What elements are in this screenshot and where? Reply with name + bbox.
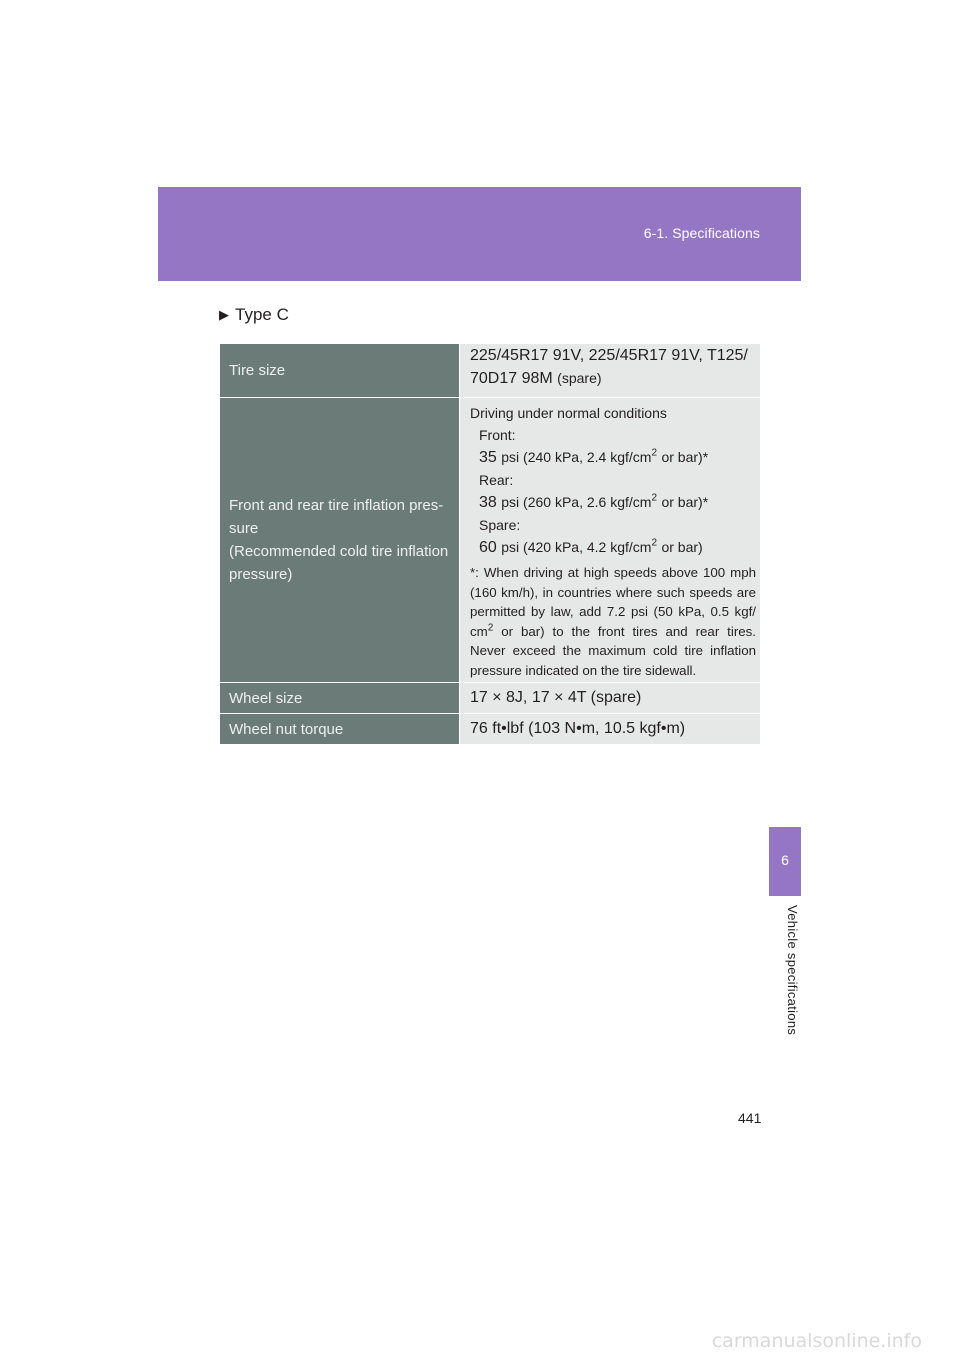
chapter-name: Vehicle specifications xyxy=(785,905,800,1036)
page-number: 441 xyxy=(738,1110,762,1126)
spare-pressure: 60 psi (420 kPa, 4.2 kgf/$cm^2$ or bar) xyxy=(479,537,703,556)
tire-size-suffix: (spare) xyxy=(557,370,602,386)
tire-size-value xyxy=(460,344,761,398)
inflation-value xyxy=(460,398,761,683)
table-row-wheel-size xyxy=(220,683,760,714)
spare-label: Spare: xyxy=(479,517,521,533)
inflation-note: *: When driving at high speeds above 100 mph (160 km/h), in countries where such speeds are permitted by law, add 7.2 psi (50 kPa, 0.5 kgf/ $cm^2$ or bar) to the front tires and rear tires. Never exceed the maximum cold tire inflation pressure indicated on the tire sidewall. xyxy=(470,565,756,678)
triangle-bullet-icon: ▶ xyxy=(219,307,229,322)
table-row-wheel-nut-torque xyxy=(220,714,760,745)
spec-table xyxy=(220,344,760,744)
rear-pressure: 38 psi (260 kPa, 2.6 kgf/$cm^2$ or bar)* xyxy=(479,492,709,511)
inflation-label xyxy=(220,398,460,683)
section-title: 6-1. Specifications xyxy=(643,225,760,241)
inflation-label-line: sure xyxy=(229,520,259,537)
tire-size-main: 225/45R17 91V, 225/45R17 91V, T125/ 70D17 98M xyxy=(470,347,748,387)
wheel-nut-torque-value: 76 ft•lbf (103 N•m, 10.5 kgf•m) xyxy=(460,714,761,745)
chapter-tab xyxy=(769,827,801,896)
inflation-condition: Driving under normal conditions xyxy=(470,405,667,421)
table-row-inflation xyxy=(220,398,760,683)
type-heading xyxy=(219,305,289,325)
rear-label: Rear: xyxy=(479,472,514,488)
front-pressure: 35 psi (240 kPa, 2.4 kgf/$cm^2$ or bar)* xyxy=(479,447,709,466)
wheel-nut-torque-label: Wheel nut torque xyxy=(220,714,460,745)
front-label: Front: xyxy=(479,427,516,443)
table-row-tire-size xyxy=(220,344,760,398)
inflation-label-line: Front and rear tire inflation pres- xyxy=(229,497,444,514)
tire-size-label: Tire size xyxy=(220,344,460,398)
wheel-size-value: 17 × 8J, 17 × 4T (spare) xyxy=(460,683,761,714)
inflation-label-line: (Recommended cold tire inflation xyxy=(229,543,449,560)
header-band xyxy=(158,187,801,281)
wheel-size-label: Wheel size xyxy=(220,683,460,714)
chapter-number: 6 xyxy=(781,852,789,868)
inflation-label-line: pressure) xyxy=(229,566,293,583)
watermark: carmanualsonline.info xyxy=(711,1330,922,1352)
type-heading-text: Type C xyxy=(235,305,289,324)
